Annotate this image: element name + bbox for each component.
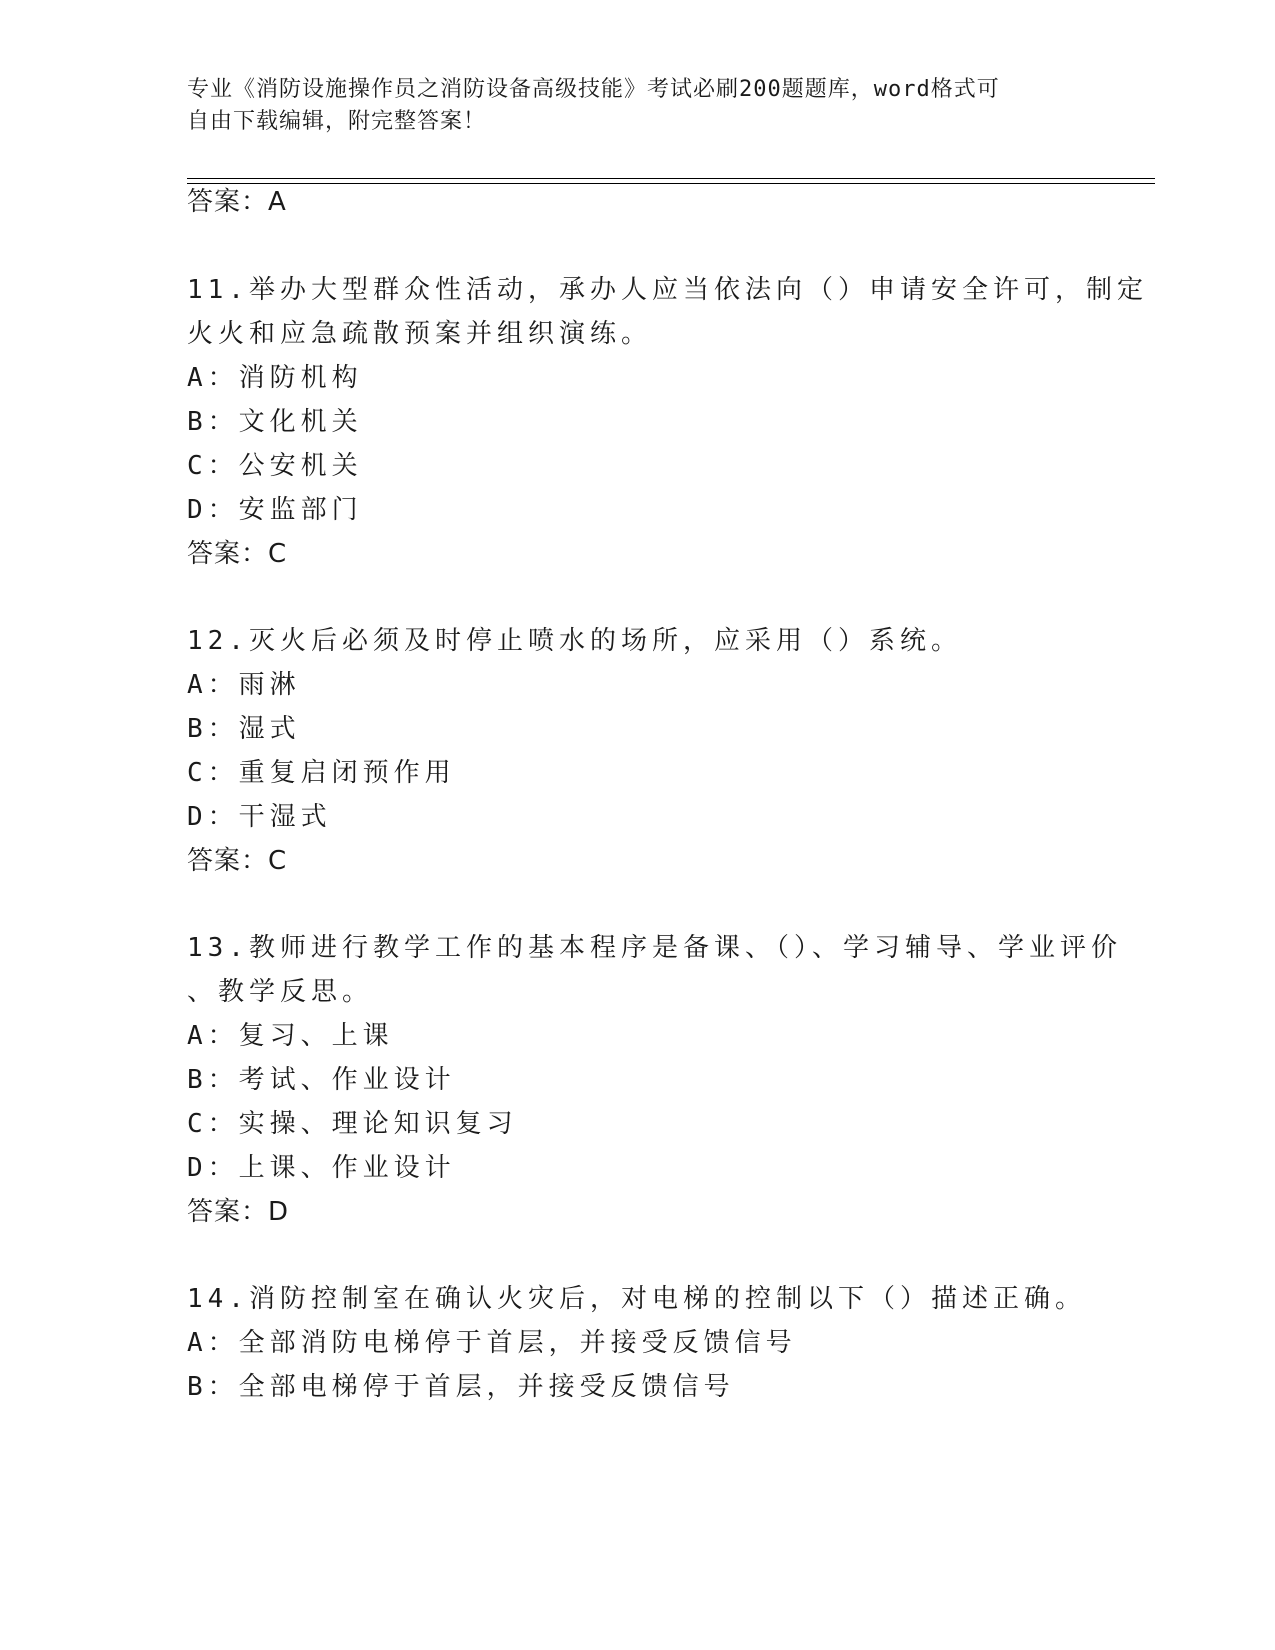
question-12-option-b: B：湿式 bbox=[187, 714, 301, 744]
question-13-option-c: C：实操、理论知识复习 bbox=[187, 1109, 518, 1139]
question-13-option-b: B：考试、作业设计 bbox=[187, 1065, 456, 1095]
header-line-1: 专业《消防设施操作员之消防设备高级技能》考试必刷200题题库，word格式可 bbox=[187, 77, 1000, 102]
question-11-option-c: C：公安机关 bbox=[187, 451, 363, 481]
question-11-option-d: D：安监部门 bbox=[187, 495, 363, 525]
question-13-stem-line-2: 、教学反思。 bbox=[187, 977, 374, 1007]
header-divider bbox=[187, 178, 1155, 184]
question-12-stem-line-1: 12.灭火后必须及时停止喷水的场所，应采用（）系统。 bbox=[187, 626, 962, 656]
question-14-option-b: B：全部电梯停于首层，并接受反馈信号 bbox=[187, 1372, 735, 1402]
question-11-option-b: B：文化机关 bbox=[187, 407, 363, 437]
question-13-option-a: A：复习、上课 bbox=[187, 1021, 394, 1051]
question-11-stem-line-1: 11.举办大型群众性活动，承办人应当依法向（）申请安全许可，制定 bbox=[187, 275, 1148, 305]
question-11-answer: 答案：C bbox=[187, 539, 288, 569]
question-12-answer: 答案：C bbox=[187, 846, 288, 876]
question-13-answer: 答案：D bbox=[187, 1197, 290, 1227]
question-14-stem-line-1: 14.消防控制室在确认火灾后，对电梯的控制以下（）描述正确。 bbox=[187, 1284, 1086, 1314]
question-12-option-c: C：重复启闭预作用 bbox=[187, 758, 456, 788]
question-12-option-a: A：雨淋 bbox=[187, 670, 301, 700]
answer-line: 答案：A bbox=[187, 187, 287, 217]
header-line-2: 自由下载编辑，附完整答案！ bbox=[187, 109, 487, 134]
question-11-stem-line-2: 火火和应急疏散预案并组织演练。 bbox=[187, 319, 653, 349]
question-13-option-d: D：上课、作业设计 bbox=[187, 1153, 456, 1183]
question-14-option-a: A：全部消防电梯停于首层，并接受反馈信号 bbox=[187, 1328, 797, 1358]
document-header bbox=[187, 74, 1087, 138]
question-13-stem-line-1: 13.教师进行教学工作的基本程序是备课、（）、学习辅导、学业评价 bbox=[187, 933, 1122, 963]
question-11-option-a: A：消防机构 bbox=[187, 363, 363, 393]
question-12-option-d: D：干湿式 bbox=[187, 802, 332, 832]
